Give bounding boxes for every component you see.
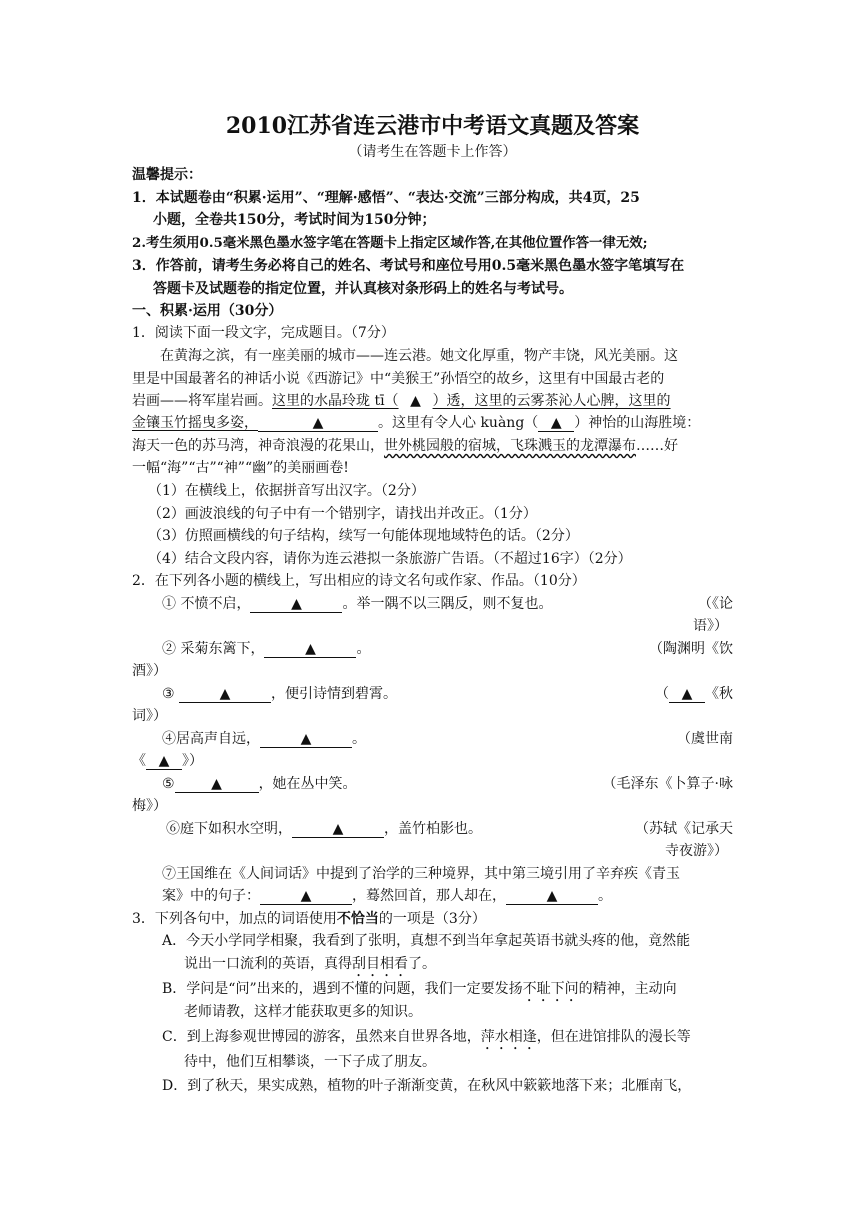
passage-line: 里是中国最著名的神话小说《西游记》中“美猴王”孙悟空的故乡，这里有中国最古老的: [132, 371, 665, 387]
answer-blank[interactable]: ▲: [260, 731, 352, 748]
poem-source: （毛泽东《卜算子·咏: [602, 776, 733, 792]
poem-item-3: ③ ▲ ，便引诗情到碧霄。: [162, 686, 398, 702]
poem-item-6: ⑥庭下如积水空明， ▲ ，盖竹柏影也。: [166, 821, 482, 837]
passage-line: 一幅“海”“古”“神”“幽”的美丽画卷!: [132, 460, 349, 476]
answer-blank[interactable]: ▲: [538, 415, 574, 432]
sub-question: （4）结合文段内容，请你为连云港拟一条旅游广告语。（不超过16字）（2分）: [148, 551, 632, 567]
poem-source: 语》）: [693, 618, 728, 634]
option-a: A．今天小学同学相聚，我看到了张明，真想不到当年拿起英语书就头疼的他，竟然能: [162, 933, 691, 949]
answer-blank[interactable]: ▲: [264, 641, 356, 658]
poem-source: 《 ▲ 》）: [132, 753, 203, 769]
answer-blank[interactable]: ▲: [146, 753, 182, 770]
answer-blank[interactable]: ▲: [250, 596, 342, 613]
answer-blank[interactable]: ▲: [292, 821, 384, 838]
wavy-sentence: 世外桃园般的宿城，飞珠溅玉的龙潭瀑布: [384, 438, 636, 454]
sub-question: （3）仿照画横线的句子结构，续写一句能体现地域特色的话。（2分）: [148, 528, 579, 544]
notice-2: 2.考生须用0.5毫米黑色墨水签字笔在答题卡上指定区域作答,在其他位置作答一律无效;: [132, 235, 648, 251]
poem-item-1: ① 不愤不启， ▲ 。举一隅不以三隅反，则不复也。: [162, 596, 553, 612]
option-c-cont: 待中，他们互相攀谈，一下子成了朋友。: [184, 1054, 436, 1070]
answer-triangle: ▲: [410, 393, 421, 409]
section-heading: 一、积累·运用（30分）: [132, 303, 283, 319]
poem-source: 酒》）: [132, 663, 167, 679]
sub-question: （2）画波浪线的句子中有一个错别字，请找出并改正。（1分）: [148, 506, 537, 522]
poem-source: 梅》）: [132, 798, 167, 814]
page-title: 2010江苏省连云港市中考语文真题及答案: [225, 113, 640, 139]
answer-blank[interactable]: ▲: [669, 686, 705, 703]
option-a-cont: 说出一口流利的英语，真得刮目相看了。: [184, 956, 436, 972]
question-1: 1．阅读下面一段文字，完成题目。（7分）: [132, 325, 395, 341]
question-3: 3．下列各句中，加点的词语使用不恰当的一项是（3分）: [132, 911, 486, 927]
answer-blank[interactable]: ▲: [258, 415, 378, 432]
dotted-phrase: 不耻下问: [522, 981, 579, 997]
notice-1-cont: 小题，全卷共150分，考试时间为150分钟；: [153, 212, 436, 228]
question-2: 2．在下列各小题的横线上，写出相应的诗文名句或作家、作品。（10分）: [132, 573, 586, 589]
option-d: D．到了秋天，果实成熟，植物的叶子渐渐变黄，在秋风中簌簌地落下来；北雁南飞，: [162, 1078, 692, 1094]
answer-blank[interactable]: ▲: [260, 888, 352, 905]
poem-source: 寺夜游》）: [665, 843, 728, 859]
sub-question: （1）在横线上，依据拼音写出汉字。（2分）: [148, 483, 425, 499]
notice-3: 3．作答前，请考生务必将自己的姓名、考试号和座位号用0.5毫米黑色墨水签字笔填写在: [132, 258, 685, 274]
dotted-phrase: 萍水相逢: [480, 1029, 537, 1045]
poem-item-4: ④居高声自远， ▲ 。: [162, 731, 366, 747]
poem-source: （虞世南: [677, 731, 733, 747]
poem-source: （苏轼《记承天: [635, 821, 733, 837]
passage-line: 金镶玉竹摇曳多姿， ▲ 。这里有令人心 kuàng（ ▲ ）神怡的山海胜境：: [132, 415, 701, 431]
notice-1: 1．本试题卷由“积累·运用”、“理解·感悟”、“表达·交流”三部分构成，共4页，25: [132, 190, 640, 206]
answer-blank[interactable]: ▲: [179, 686, 271, 703]
poem-item-7-cont: 案》中的句子： ▲ ，蓦然回首，那人却在， ▲ 。: [162, 888, 612, 904]
poem-source: 词》）: [132, 708, 167, 724]
poem-item-5: ⑤ ▲ ，她在丛中笑。: [162, 776, 357, 792]
option-b: B．学问是“问”出来的，遇到不懂的问题，我们一定要发扬不耻下问的精神，主动向: [162, 981, 677, 997]
dotted-phrase: 刮目相看: [352, 956, 408, 972]
passage-line: 岩画——将军崖岩画。这里的水晶玲珑 tī（ ▲ ）透，这里的云雾茶沁人心脾，这里的: [132, 393, 671, 409]
option-c: C．到上海参观世博园的游客，虽然来自世界各地，萍水相逢，但在进馆排队的漫长等: [162, 1029, 691, 1045]
answer-blank[interactable]: ▲: [175, 776, 259, 793]
page-subtitle: （请考生在答题卡上作答）: [348, 144, 517, 160]
poem-item-2: ② 采菊东篱下， ▲ 。: [162, 641, 371, 657]
notice-heading: 温馨提示：: [132, 167, 202, 183]
underlined-sentence: 这里的水晶玲珑 tī（ ▲ ）透，这里的云雾茶沁人心脾，这里的: [272, 393, 671, 409]
poem-item-7: ⑦王国维在《人间词话》中提到了治学的三种境界，其中第三境引用了辛弃疾《青玉: [162, 866, 680, 882]
answer-blank[interactable]: ▲: [506, 888, 598, 905]
passage-line: 海天一色的苏马湾，神奇浪漫的花果山，世外桃园般的宿城，飞珠溅玉的龙潭瀑布……好: [132, 438, 678, 454]
notice-3-cont: 答题卡及试题卷的指定位置，并认真核对条形码上的姓名与考试号。: [153, 281, 573, 297]
poem-source: （ ▲ 《秋: [655, 686, 733, 702]
poem-source: （陶渊明《饮: [649, 641, 733, 657]
option-b-cont: 老师请教，这样才能获取更多的知识。: [184, 1004, 422, 1020]
passage-line: 在黄海之滨，有一座美丽的城市——连云港。她文化厚重，物产丰饶，风光美丽。这: [160, 348, 678, 364]
poem-source: （《论: [698, 596, 733, 612]
